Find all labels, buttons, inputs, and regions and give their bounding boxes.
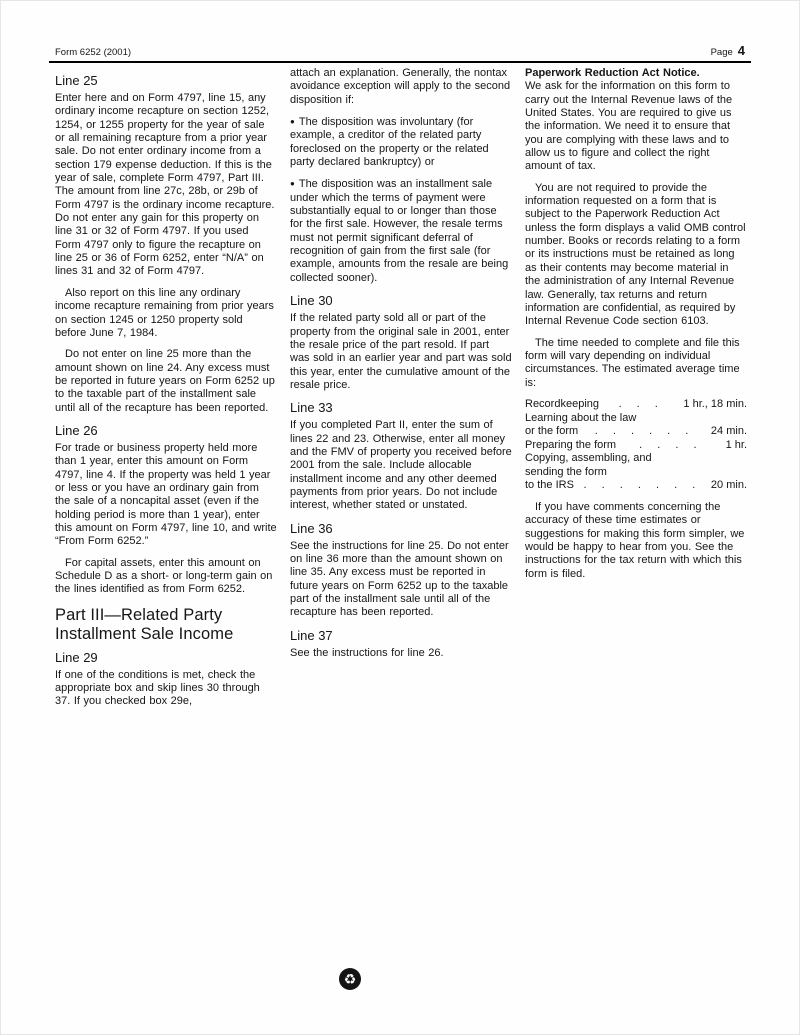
time-row-label: Learning about the law [525, 411, 637, 424]
heading-line-25: Line 25 [55, 73, 98, 88]
time-row [525, 479, 747, 493]
page-label: Page [710, 47, 733, 58]
header-rule [49, 61, 751, 63]
heading-line-26: Line 26 [55, 422, 98, 438]
paragraph: For capital assets, enter this amount on Schedule D as a short- or long-term gain on the lines identified as from Form 6252. [55, 556, 273, 596]
notice-title: Paperwork Reduction Act Notice. [525, 67, 700, 79]
time-row [525, 439, 747, 453]
paragraph: If the related party sold all or part of the property from the original sale in 2001, enter the resale price of the part resold. If part was sold in an earlier year and part was sold this year, enter the cumulative amount of the resale price. [290, 312, 512, 391]
column-3 [525, 67, 747, 709]
time-row-value: 20 min. [710, 479, 747, 492]
paragraph: See the instructions for line 26. [290, 646, 444, 659]
heading-line-36: Line 36 [290, 520, 333, 536]
heading-line-29: Line 29 [55, 649, 98, 665]
time-row-label: Copying, assembling, and [525, 452, 652, 465]
time-estimate-table [525, 398, 747, 493]
paragraph: The time needed to complete and file this form will vary depending on individual circumstances. The estimated average time is: [525, 336, 740, 389]
time-row [525, 452, 747, 466]
paragraph: Enter here and on Form 4797, line 15, any ordinary income recapture on section 1252, 1254, or 1255 property for the year of sale or all remaining recapture from a prior year sale. Do not enter ordinary income from a section 179 expense deduction. If this is the year of sale, complete Form 4797, Part III. The amount from line 27c, 28b, or 29b of Form 4797 is the ordinary income recapture. Do not enter any gain for this property on line 31 or 32 of Form 4797. If you used Form 4797 only to figure the recapture on line 25 or 36 of Form 6252, enter “N/A” on lines 31 and 32 of Form 4797. [55, 92, 275, 278]
paragraph: attach an explanation. Generally, the nontax avoidance exception will apply to the second disposition if: [290, 67, 511, 106]
time-row-label: or the form [525, 425, 579, 438]
paragraph: See the instructions for line 25. Do not enter on line 36 more than the amount shown on line 35. Any excess must be reported in future years on Form 6252 up to the taxable part of the installment sale until all of the recapture has been reported. [290, 539, 509, 619]
dot-leader: . . . [618, 397, 664, 410]
column-2 [290, 67, 512, 709]
time-row-value: 24 min. [710, 425, 747, 438]
time-row-value: 1 hr., 18 min. [683, 397, 747, 410]
paragraph: For trade or business property held more than 1 year, enter this amount on Form 4797, line 4. If the property was held 1 year or less or you have an ordinary gain from the sale of a noncapital asset (even if the holding period is more than 1 year), enter this amount on Form 4797, line 10, and write “From Form 6252.” [55, 441, 277, 548]
paragraph: If you completed Part II, enter the sum of lines 22 and 23. Otherwise, enter all money and the FMV of property you received before 2001 from the sale. Include allocable installment income and any other deemed payments from prior years. Do not include interest, whether stated or unstated. [290, 419, 512, 512]
heading-line-37: Line 37 [290, 627, 333, 643]
notice-body: We ask for the information on this form to carry out the Internal Revenue laws of the United States. You are required to give us the information. We need it to ensure that you are complying with these laws and to allow us to figure and collect the right amount of tax. [525, 80, 733, 173]
heading-part-iii: Part III—Related Party Installment Sale Income [55, 605, 234, 643]
paragraph: If one of the conditions is met, check the appropriate box and skip lines 30 through 37. If you checked box 29e, [55, 668, 260, 708]
bullet-paragraph [290, 115, 512, 169]
bullet-text: The disposition was an installment sale under which the terms of payment were substantially equal to or longer than those for the first sale. However, the resale terms must not permit significant deferral of recognition of gain from the first sale (for example, amounts from the resale are being collected sooner). [290, 178, 509, 284]
time-row-label: Recordkeeping [525, 397, 599, 410]
recycle-glyph: ♻ [343, 971, 357, 987]
time-row-label: to the IRS [525, 479, 574, 492]
time-row-value: 1 hr. [725, 438, 747, 451]
heading-line-33: Line 33 [290, 400, 333, 416]
time-row [525, 398, 747, 412]
time-row [525, 466, 747, 480]
text-columns [55, 67, 747, 709]
paragraph: If you have comments concerning the accuracy of these time estimates or suggestions for making this form simpler, we would be happy to hear from you. See the instructions for the tax return with which this form is filed. [525, 501, 745, 580]
paperwork-notice [525, 67, 747, 174]
paragraph: You are not required to provide the information requested on a form that is subject to the Paperwork Reduction Act unless the form displays a valid OMB control number. Books or records relating to a form or its instructions must be retained as long as their contents may become material in the administration of any Internal Revenue law. Generally, tax returns and return information are confidential, as required by Internal Revenue Code section 6103. [525, 181, 746, 328]
page-number: 4 [737, 43, 745, 58]
page-indicator [711, 43, 745, 58]
dot-leader: . . . . . . . [583, 479, 702, 492]
bullet-icon: ● [290, 179, 295, 189]
heading-line-30: Line 30 [290, 293, 333, 309]
dot-leader: . . . . [639, 438, 703, 451]
time-row [525, 425, 747, 439]
recycled-paper-icon [339, 968, 361, 990]
time-row-label: sending the form [525, 465, 607, 478]
paragraph: Do not enter on line 25 more than the amount shown on line 24. Any excess must be reported in future years on Form 6252 up to the taxable part of the installment sale until all of the recapture has been reported. [55, 348, 275, 414]
bullet-icon: ● [290, 117, 295, 127]
dot-leader: . . . . . . [594, 425, 695, 438]
bullet-paragraph [290, 177, 512, 285]
page-header [55, 43, 745, 58]
paragraph: Also report on this line any ordinary income recapture remaining from prior years on section 1245 or 1250 property sold before June 7, 1984. [55, 286, 274, 339]
time-row-label: Preparing the form [525, 438, 617, 451]
column-1 [55, 67, 277, 709]
bullet-text: The disposition was involuntary (for example, a creditor of the related party foreclosed on the property or the related party declared bankruptcy) or [290, 116, 489, 169]
form-id: Form 6252 (2001) [55, 47, 132, 58]
time-row [525, 412, 747, 426]
